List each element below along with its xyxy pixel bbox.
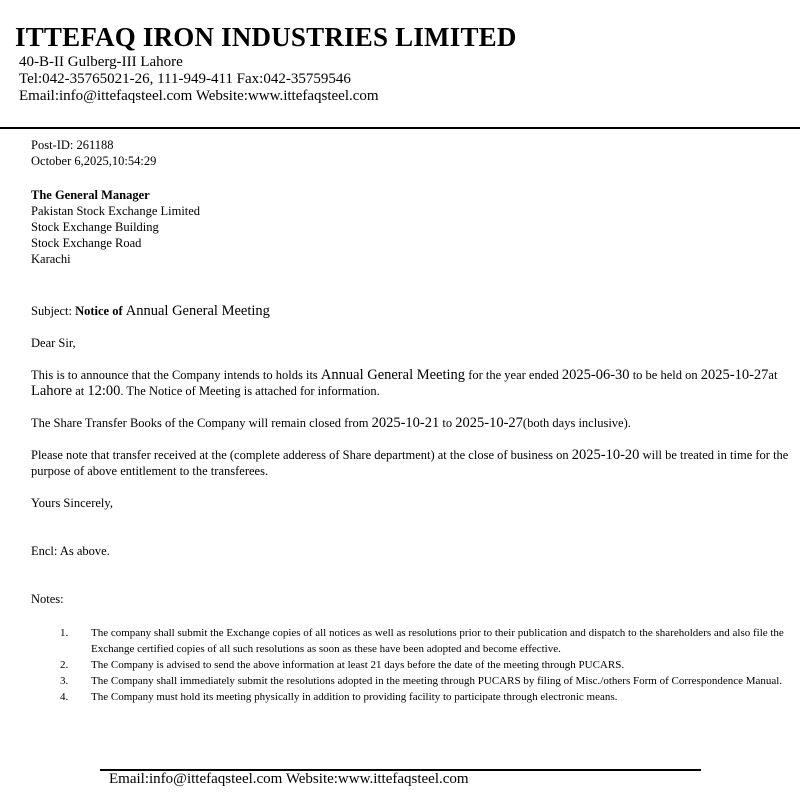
post-datetime: October 6,2025,10:54:29 bbox=[31, 154, 157, 168]
closure-to-date: 2025-10-27 bbox=[455, 415, 523, 431]
note-text: The Company shall immediately submit the resolutions adopted in the meeting through PUCARS by filing of Misc./others Form of Correspondence Manual. bbox=[91, 675, 783, 687]
recipient-line: Stock Exchange Building bbox=[31, 220, 159, 234]
meeting-type: Annual General Meeting bbox=[320, 367, 466, 383]
transfer-cutoff-date: 2025-10-20 bbox=[571, 447, 640, 463]
recipient-line: Stock Exchange Road bbox=[31, 236, 142, 250]
p2-text: (both days inclusive). bbox=[522, 416, 631, 430]
p3-text: Please note that transfer received at the (complete adderess of Share department) at the close of business on bbox=[31, 448, 569, 462]
note-item bbox=[31, 625, 791, 657]
notes-list bbox=[31, 625, 791, 705]
recipient-line: Pakistan Stock Exchange Limited bbox=[31, 204, 201, 218]
note-number: 2. bbox=[60, 659, 69, 671]
enclosure: Encl: As above. bbox=[31, 544, 110, 558]
p2-text: to bbox=[442, 416, 453, 430]
meeting-date: 2025-10-27 bbox=[700, 367, 769, 383]
company-name: ITTEFAQ IRON INDUSTRIES LIMITED bbox=[15, 22, 517, 52]
subject-text: Annual General Meeting bbox=[125, 303, 270, 319]
company-address: 40-B-II Gulberg-III Lahore bbox=[19, 54, 183, 70]
p1-text: to be held on bbox=[632, 368, 698, 382]
recipient-line: Karachi bbox=[31, 252, 71, 266]
note-text: The Company must hold its meeting physically in addition to providing facility to participate through electronic means. bbox=[91, 691, 618, 703]
note-text: The Company is advised to send the above information at least 21 days before the date of the meeting through PUCARS. bbox=[91, 659, 625, 671]
closure-from-date: 2025-10-21 bbox=[371, 415, 440, 431]
meeting-place: Lahore bbox=[31, 383, 73, 399]
year-end-date: 2025-06-30 bbox=[561, 367, 630, 383]
note-item bbox=[31, 657, 791, 673]
notes-heading: Notes: bbox=[31, 592, 64, 606]
subject-bold: Notice of bbox=[75, 304, 123, 318]
transfer-paragraph bbox=[31, 447, 797, 479]
note-item bbox=[31, 673, 791, 689]
p1-text: at bbox=[75, 384, 85, 398]
note-text: The company shall submit the Exchange copies of all notices as well as resolutions prior to their publication and dispatch to the shareholders and also file the Exchange certified copies of all such resolutions as soon as these have been adopted and become effective. bbox=[91, 627, 784, 655]
company-phone-fax: Tel:042-35765021-26, 111-949-411 Fax:042-35759546 bbox=[19, 71, 351, 87]
recipient-title: The General Manager bbox=[31, 188, 150, 202]
p1-text: . The Notice of Meeting is attached for information. bbox=[120, 384, 380, 398]
closing: Yours Sincerely, bbox=[31, 496, 113, 510]
book-closure-paragraph bbox=[31, 415, 797, 431]
subject-line bbox=[31, 303, 270, 320]
company-email-website: Email:info@ittefaqsteel.com Website:www.ittefaqsteel.com bbox=[19, 88, 379, 104]
p3-text: will be treated in time for the purpose of above entitlement to the transferees. bbox=[31, 448, 789, 478]
p1-text: This is to announce that the Company intends to holds its bbox=[31, 368, 318, 382]
p1-text: at bbox=[768, 368, 778, 382]
note-number: 4. bbox=[60, 691, 69, 703]
footer-contact: Email:info@ittefaqsteel.com Website:www.ittefaqsteel.com bbox=[109, 771, 469, 787]
subject-label: Subject: bbox=[31, 304, 72, 318]
note-number: 1. bbox=[60, 627, 69, 639]
note-number: 3. bbox=[60, 675, 69, 687]
p1-text: for the year ended bbox=[468, 368, 559, 382]
meeting-time: 12:00 bbox=[87, 383, 121, 399]
salutation: Dear Sir, bbox=[31, 336, 76, 350]
note-item bbox=[31, 689, 791, 705]
post-id: Post-ID: 261188 bbox=[31, 138, 114, 152]
announcement-paragraph bbox=[31, 367, 797, 399]
p2-text: The Share Transfer Books of the Company will remain closed from bbox=[31, 416, 369, 430]
header-divider bbox=[0, 127, 800, 129]
